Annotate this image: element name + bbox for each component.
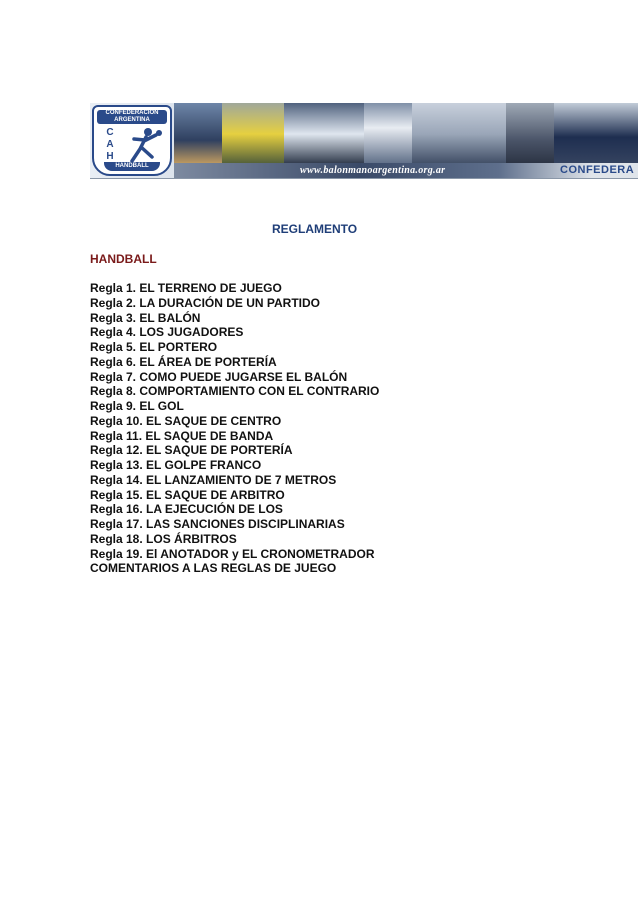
banner-confed-text: CONFEDERA xyxy=(560,164,635,176)
rule-item: Regla 10. EL SAQUE DE CENTRO xyxy=(90,413,282,428)
rule-item: Regla 18. LOS ÁRBITROS xyxy=(90,531,237,546)
rule-item: Regla 16. LA EJECUCIÓN DE LOS xyxy=(90,502,283,517)
cah-logo xyxy=(92,105,172,176)
banner-photo xyxy=(222,103,284,165)
banner-photo xyxy=(554,103,638,165)
banner-url: www.balonmanoargentina.org.ar xyxy=(300,165,446,176)
rule-item: Regla 1. EL TERRENO DE JUEGO xyxy=(90,281,282,295)
handball-player-icon xyxy=(124,127,164,165)
logo-letter-a: A xyxy=(106,139,114,150)
rule-item: Regla 15. EL SAQUE DE ARBITRO xyxy=(90,487,285,502)
banner-photo xyxy=(506,103,554,165)
banner-photo xyxy=(364,103,412,165)
rule-item: Regla 3. EL BALÓN xyxy=(90,310,201,325)
rule-item: Regla 8. COMPORTAMIENTO CON EL CONTRARIO xyxy=(90,384,380,399)
rule-item: Regla 6. EL ÁREA DE PORTERÍA xyxy=(90,354,277,369)
logo-top-text: CONFEDERACIÓN ARGENTINA xyxy=(97,110,167,124)
rule-item: Regla 11. EL SAQUE DE BANDA xyxy=(90,428,274,443)
rule-item: Regla 17. LAS SANCIONES DISCIPLINARIAS xyxy=(90,517,345,531)
rule-item: COMENTARIOS A LAS REGLAS DE JUEGO xyxy=(90,561,337,576)
rule-item: Regla 5. EL PORTERO xyxy=(90,340,218,354)
logo-letter-h: H xyxy=(106,151,114,162)
rules-list xyxy=(90,281,379,576)
document-title: REGLAMENTO xyxy=(272,222,358,236)
document-subtitle: HANDBALL xyxy=(90,252,157,266)
logo-letter-c: C xyxy=(106,127,114,138)
banner-photo xyxy=(412,103,506,165)
rule-item: Regla 13. EL GOLPE FRANCO xyxy=(90,458,262,472)
banner-photo xyxy=(174,103,222,165)
rule-item: Regla 7. COMO PUEDE JUGARSE EL BALÓN xyxy=(90,369,348,384)
rule-item: Regla 19. El ANOTADOR y EL CRONOMETRADOR xyxy=(90,546,375,561)
rule-item: Regla 14. EL LANZAMIENTO DE 7 METROS xyxy=(90,472,337,487)
rule-item: Regla 4. LOS JUGADORES xyxy=(90,325,244,340)
header-banner xyxy=(90,103,638,179)
banner-photo xyxy=(284,103,364,165)
rule-item: Regla 12. EL SAQUE DE PORTERÍA xyxy=(90,443,293,458)
rule-item: Regla 9. EL GOL xyxy=(90,399,184,413)
logo-bottom-text: HANDBALL xyxy=(104,162,160,171)
logo-letters xyxy=(104,127,116,163)
rule-item: Regla 2. LA DURACIÓN DE UN PARTIDO xyxy=(90,295,321,310)
